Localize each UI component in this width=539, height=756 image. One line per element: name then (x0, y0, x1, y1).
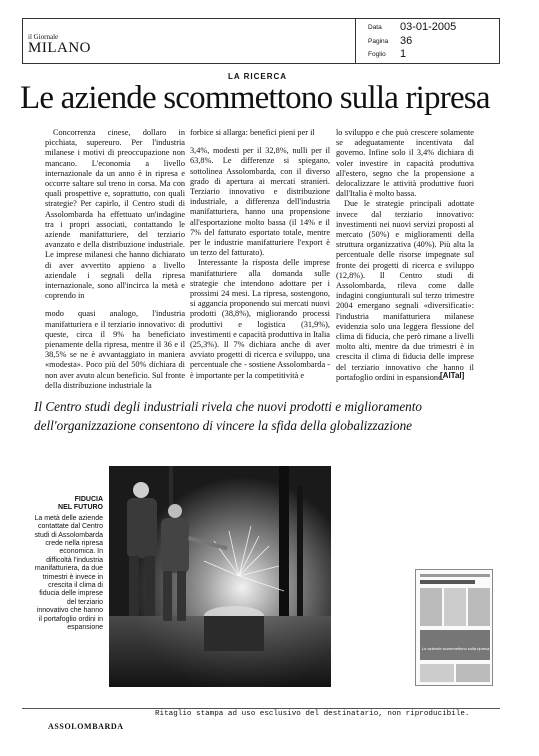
footer-notice: Ritaglio stampa ad uso esclusivo del destinatario, non riproducibile. (155, 710, 470, 718)
meta-date-label: Data (368, 24, 382, 31)
paragraph: Due le strategie principali adottate invece dal terziario innovativo: investimenti nei nuovi servizi proposti al mercato (50%) e miglioramenti della struttura organizzativa (40%). Più alta la percentuale delle risorse impegnate sul fronte dei progetti di ricerca e sviluppo (12,8%). Il Centro studi di Assolombarda, rileva come dalle indagini congiunturali sul terzo trimestre 2004 emergano segnali «diversificati»: l'industria manifatturiera milanese evidenzia solo una leggera flessione del clima di fiducia, che però rimane a livelli molto alti, mentre da due trimestri è in crescita il clima di fiducia delle imprese del terziario innovativo che hanno il portafoglio ordini in espansione. (336, 199, 474, 382)
photo-caption (34, 496, 103, 633)
factory-photo (109, 466, 331, 687)
caption-title (34, 496, 103, 513)
header-divider (355, 18, 356, 64)
footer-publisher: ASSOLOMBARDA (48, 722, 124, 731)
article-rubric: LA RICERCA (228, 72, 288, 81)
meta-sheet-label: Foglio (368, 51, 386, 58)
caption-text: La metà delle aziende contattate dal Centro studi di Assolombarda crede nella ripresa economica. In difficoltà l'industria manifatturiera, da due trimestri è invece in crescita il clima di fiducia delle imprese del terziario innovativo che hanno il portafoglio ordini in espansione (34, 514, 103, 632)
article-column-2 (190, 128, 330, 381)
meta-page-value: 36 (400, 35, 413, 47)
meta-date-value: 03-01-2005 (400, 21, 457, 33)
paper-subtitle: il Giornale (28, 33, 59, 41)
footer-rule (22, 708, 500, 709)
article-headline: Le aziende scommettono sulla ripresa (20, 80, 490, 116)
paragraph: 3,4%, modesti per il 32,8%, nulli per il 63,8%. Le differenze si spiegano, sottolinea Assolombarda, con il diverso grado di apertura ai mercati stranieri. Terziario innovativo e distribuzione industriale, a differenza dell'industria manifatturiera, hanno una propensione all'esportazione molto bassa (il 14% e il 7% del fatturato esportato totale, mentre per le industrie manifatturiere l'export è un terzo del fatturato). (190, 146, 330, 258)
paragraph: forbice si allarga: benefici pieni per il (190, 128, 315, 137)
thumbnail-caption: Le aziende scommettono sulla ripresa (422, 646, 490, 651)
article-column-3 (336, 128, 474, 383)
pull-quote: Il Centro studi degli industriali rivela che nuovi prodotti e miglioramento dell'organizzazione consentono di vincere la sfida della globalizzazione (34, 399, 423, 433)
paragraph: Concorrenza cinese, dollaro in picchiata, supereuro. Per l'industria milanese i motivi di preoccupazione non mancano. L'economia a livello internazionale da un anno è in ripresa e occorre saltare sul treno in corsa. Ma con quali prospettive e, soprattutto, con quali strategie? Per capirlo, il Centro studi di Assolombarda ha effettuato un'indagine tra i propri associati, contattando le aziende manifatturiere, del terziario avanzato e della distribuzione industriale. Le imprese milanesi che hanno dichiarato di aver avvertito appieno a livello aziendale i segnali della ripresa internazionale, sono all'incirca la metà e coprendo in (45, 128, 185, 301)
page-thumbnail (415, 569, 493, 686)
caption-title-line: FIDUCIA (74, 496, 103, 503)
paper-title: MILANO (28, 40, 91, 56)
paragraph: modo quasi analogo, l'industria manifatturiera e il terziario innovativo: di queste, circa il 9% ha beneficiato pienamente della ripresa, mentre il 36 e il 38,5% se ne è avvantaggiato in maniera «modesta». Poco più del 50% dichiara di non aver avuto alcun beneficio. Sul fronte della distribuzione industriale la (45, 309, 185, 390)
paragraph: Interessante la risposta delle imprese manifatturiere alla domanda sulle strategie che intendono adottare per i prossimi 24 mesi. La ripresa, sostengono, si aggancia proponendo sui mercati nuovi prodotti (38,8%), migliorando processi produttivi e logistica (31,9%), investimenti e capacità produttiva in Italia (25,3%). Il 7% dichiara anche di aver avviato progetti di ricerca e sviluppo, una percentuale che - sostiene Assolombarda - è importante per la competitività e (190, 258, 330, 380)
author-signature: [AlTal] (440, 371, 465, 380)
meta-sheet-value: 1 (400, 48, 407, 60)
caption-title-line: NEL FUTURO (58, 504, 103, 512)
paragraph: lo sviluppo e che può crescere solamente se adeguatamente incentivata dal governo. Infine solo il 3,4% dichiara di voler investire in capacità produttiva all'estero, segno che la propensione a delocalizzare le attività produttive fuori dall'Italia è molto bassa. (336, 128, 474, 199)
article-column-1 (45, 128, 185, 391)
meta-page-label: Pagina (368, 38, 389, 45)
